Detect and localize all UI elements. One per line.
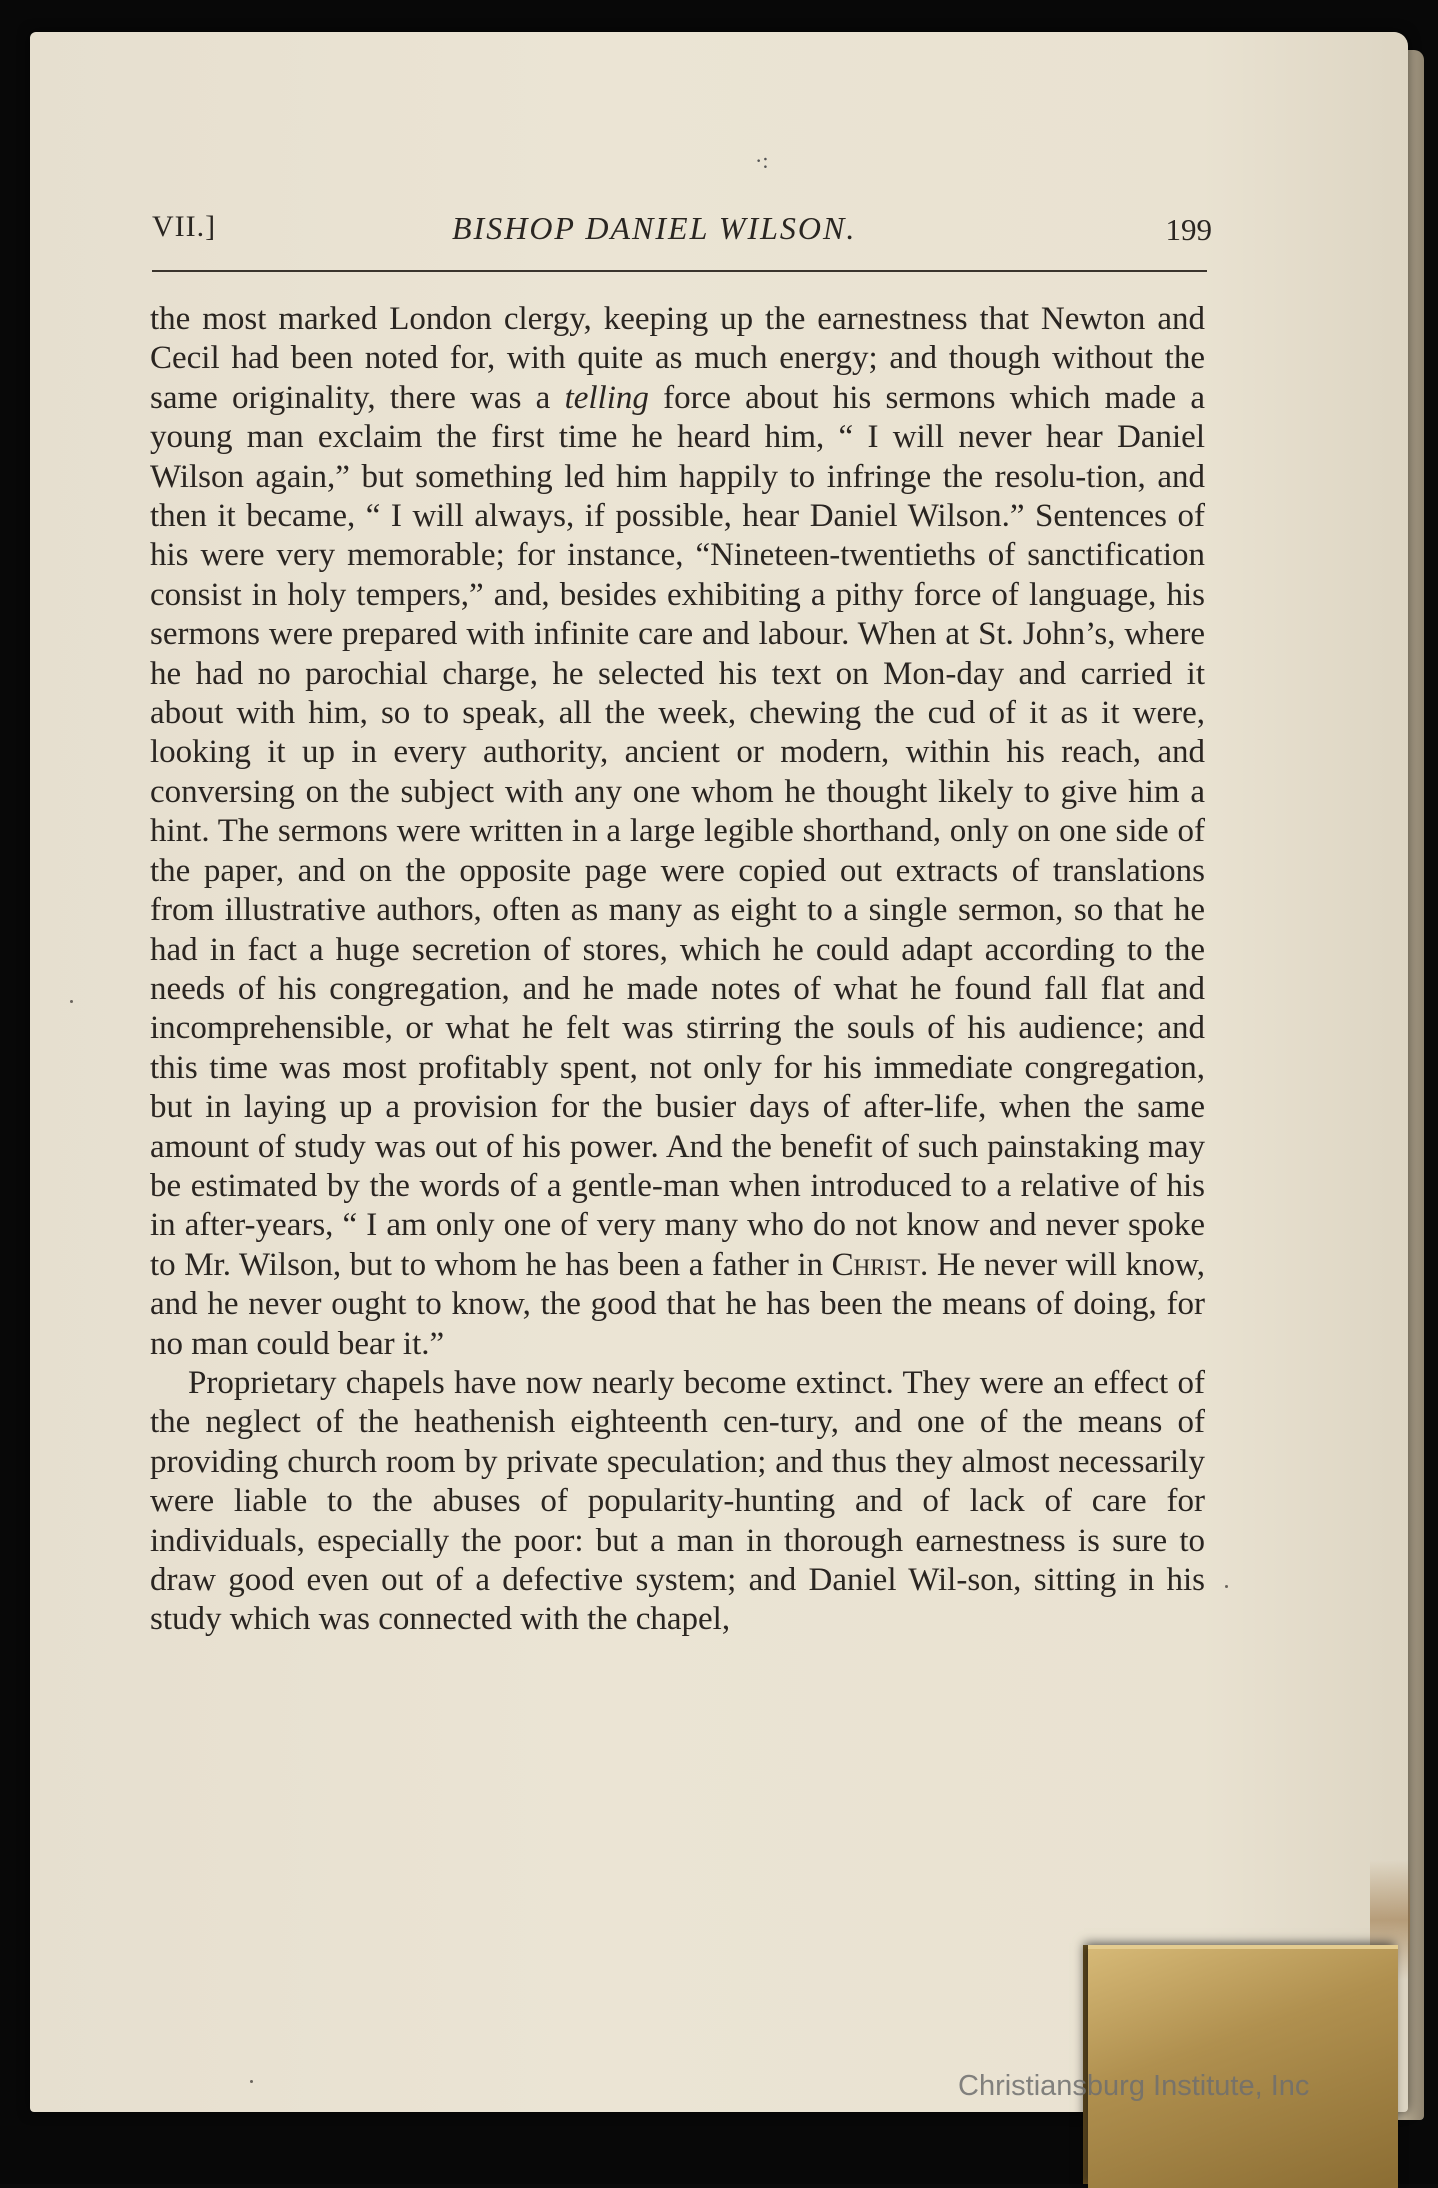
paragraph-2: Proprietary chapels have now nearly become extinct. They were an effect of the neglect of the heathenish eighteenth cen-tury, and one of the means of providing church room by private speculation; and thus they almost necessarily were liable to the abuses of popularity-hunting and of lack of care for individuals, especially the poor: but a man in thorough earnestness is sure to draw good even out of a defective system; and Daniel Wil-son, sitting in his study which was connected with the chapel, [150,1364,1205,1638]
paragraph-1-part-c: . He never will know, and he never ought to know, the good that he has been the means of doing, for no man could bear it.” [150,1246,1205,1362]
paragraph-1 [150,300,1205,1364]
running-header [152,210,1212,260]
page-number: 199 [1165,212,1212,247]
italic-word-telling: telling [564,379,649,416]
printer-dots: ·: [755,148,769,173]
running-title: BISHOP DANIEL WILSON. [452,210,857,246]
brass-block [1088,1945,1398,2188]
body-text [150,300,1205,1640]
chapter-number: VII.] [152,210,217,243]
small-caps-christ: Christ [831,1246,921,1283]
header-rule [152,270,1207,272]
watermark-text: Christiansburg Institute, Inc [958,2070,1310,2102]
paper-speck [1225,1585,1228,1588]
paper-speck [70,1000,73,1003]
paragraph-1-part-b: force about his sermons which made a young man exclaim the first time he heard him, “ I will never hear Daniel Wilson again,” but something led him happily to infringe the resolu-tion, and then it became, “ I will always, if possible, hear Daniel Wilson.” Sentences of his were very memorable; for instance, “Nineteen-twentieths of sanctification consist in holy tempers,” and, besides exhibiting a pithy force of language, his sermons were prepared with infinite care and labour. When at St. John’s, where he had no parochial charge, he selected his text on Mon-day and carried it about with him, so to speak, all the week, chewing the cud of it as it were, looking it up in every authority, ancient or modern, within his reach, and conversing on the subject with any one whom he thought likely to give him a hint. The sermons were written in a large legible shorthand, only on one side of the paper, and on the opposite page were copied out extracts of translations from illustrative authors, often as many as eight to a single sermon, so that he had in fact a huge secretion of stores, which he could adapt according to the needs of his congregation, and he made notes of what he found fall flat and incomprehensible, or what he felt was stirring the souls of his audience; and this time was most profitably spent, not only for his immediate congregation, but in laying up a provision for the busier days of after-life, when the same amount of study was out of his power. And the benefit of such painstaking may be estimated by the words of a gentle-man when introduced to a relative of his in after-years, “ I am only one of very many who do not know and never spoke to Mr. Wilson, but to whom he has been a father in [150,379,1205,1283]
paper-speck [250,2080,253,2083]
paragraph-1-part-a: the most marked London clergy, keeping up the earnestness that Newton and Cecil had been noted for, with quite as much energy; and though without the same originality, there was a [150,301,1205,416]
